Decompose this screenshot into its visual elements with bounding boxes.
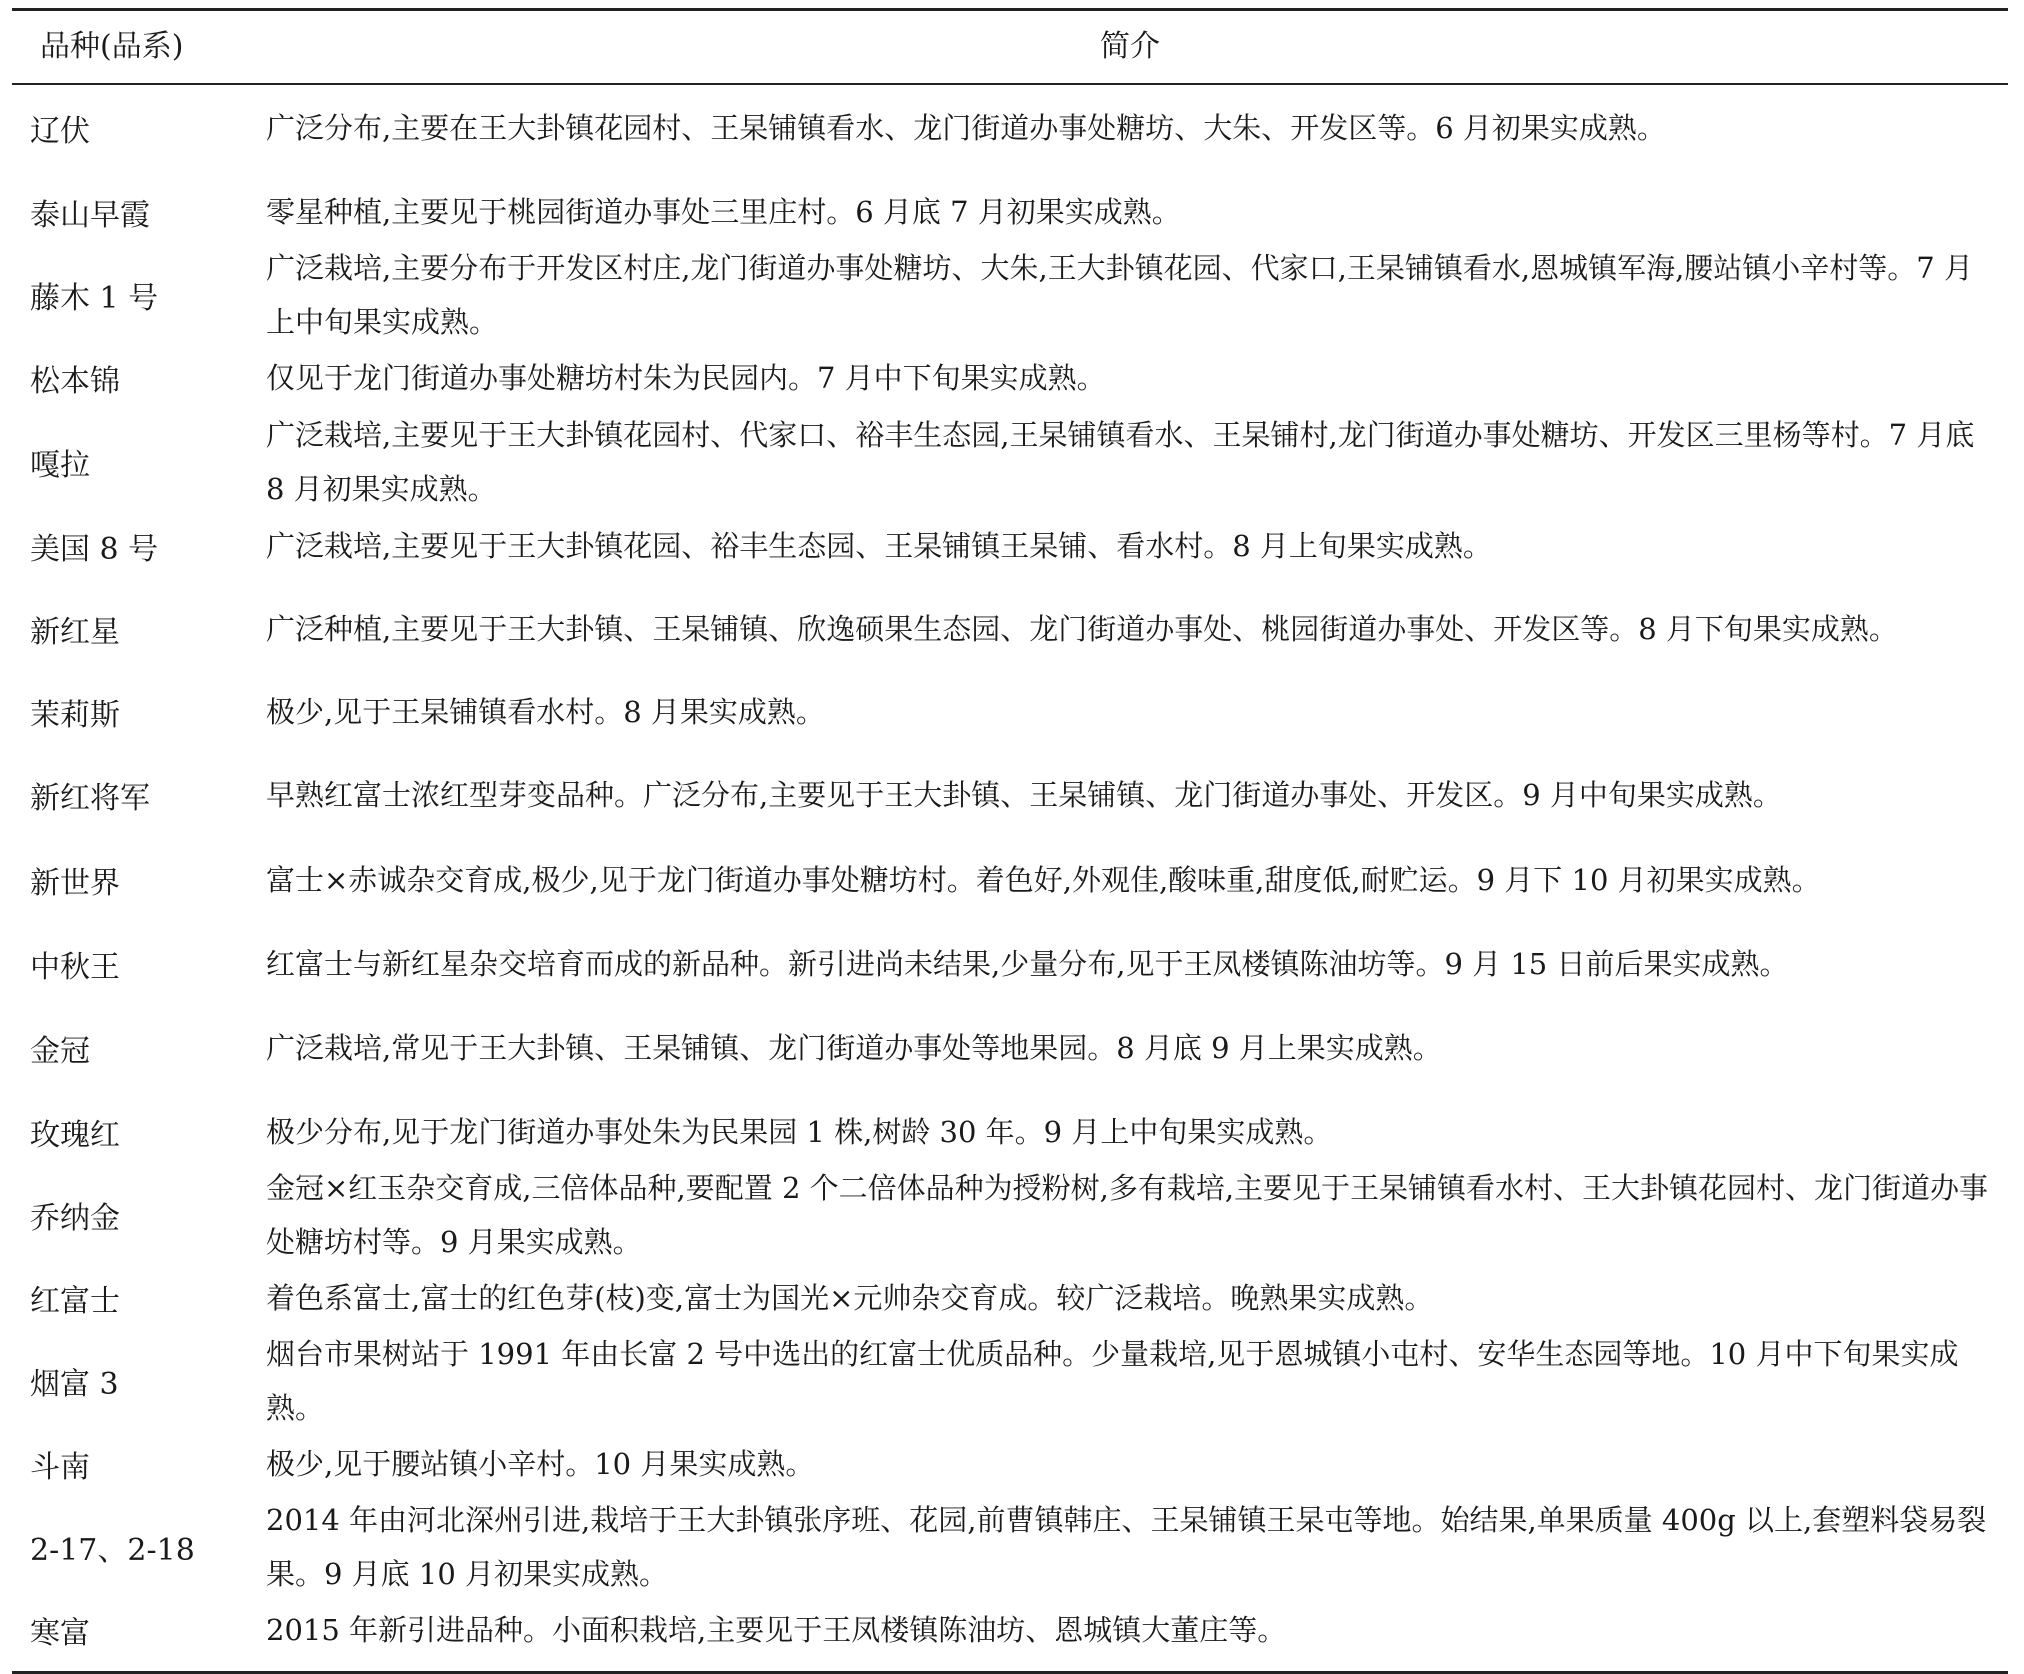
- variety-name: 美国 8 号: [30, 532, 159, 567]
- table-row: [12, 587, 2008, 671]
- table-row: [12, 923, 2008, 1005]
- variety-table: [12, 8, 2008, 1674]
- variety-description: 广泛栽培,常见于王大卦镇、王杲铺镇、龙门街道办事处等地果园。8 月底 9 月上果实成熟。: [266, 1031, 1442, 1065]
- table-row: [12, 1589, 2008, 1671]
- variety-name: 茉莉斯: [30, 698, 120, 733]
- table-body: [12, 85, 2008, 1671]
- variety-description: 早熟红富士浓红型芽变品种。广泛分布,主要见于王大卦镇、王杲铺镇、龙门街道办事处、开发区。9 月中旬果实成熟。: [266, 778, 1782, 812]
- variety-name: 2-17、2-18: [30, 1533, 195, 1568]
- variety-name: 金冠: [30, 1034, 90, 1069]
- header-description: 简介: [1100, 29, 1160, 64]
- variety-description: 着色系富士,富士的红色芽(枝)变,富士为国光×元帅杂交育成。较广泛栽培。晚熟果实成熟。: [266, 1281, 1434, 1315]
- table-header: [12, 11, 2008, 83]
- variety-description: 广泛栽培,主要见于王大卦镇花园、裕丰生态园、王杲铺镇王杲铺、看水村。8 月上旬果实成熟。: [266, 529, 1492, 563]
- variety-name: 斗南: [30, 1450, 90, 1485]
- variety-name: 松本锦: [30, 364, 120, 399]
- variety-description: 金冠×红玉杂交育成,三倍体品种,要配置 2 个二倍体品种为授粉树,多有栽培,主要见于王杲铺镇看水村、王大卦镇花园村、龙门街道办事处糖坊村等。9 月果实成熟。: [266, 1171, 1989, 1259]
- variety-name: 嘎拉: [30, 448, 90, 483]
- variety-name: 新红将军: [30, 781, 150, 816]
- table-row: [12, 1505, 2008, 1589]
- variety-name: 中秋王: [30, 950, 120, 985]
- table-row: [12, 1339, 2008, 1423]
- variety-name: 红富士: [30, 1284, 120, 1319]
- table-row: [12, 85, 2008, 171]
- variety-name: 新红星: [30, 615, 120, 650]
- variety-description: 烟台市果树站于 1991 年由长富 2 号中选出的红富士优质品种。少量栽培,见于恩城镇小屯村、安华生态园等地。10 月中下旬果实成熟。: [266, 1337, 1959, 1425]
- variety-description: 富士×赤诚杂交育成,极少,见于龙门街道办事处糖坊村。着色好,外观佳,酸味重,甜度低,耐贮运。9 月下 10 月初果实成熟。: [266, 863, 1821, 897]
- table-row: [12, 505, 2008, 587]
- variety-name: 新世界: [30, 866, 120, 901]
- table-row: [12, 671, 2008, 753]
- variety-description: 2015 年新引进品种。小面积栽培,主要见于王凤楼镇陈油坊、恩城镇大董庄等。: [266, 1613, 1287, 1647]
- variety-description: 极少分布,见于龙门街道办事处朱为民果园 1 株,树龄 30 年。9 月上中旬果实成熟。: [266, 1115, 1333, 1149]
- variety-description: 广泛栽培,主要分布于开发区村庄,龙门街道办事处糖坊、大朱,王大卦镇花园、代家口,王杲铺镇看水,恩城镇军海,腰站镇小辛村等。7 月上中旬果实成熟。: [266, 251, 1973, 339]
- table-row: [12, 1173, 2008, 1257]
- variety-name: 辽伏: [30, 114, 90, 149]
- table-row: [12, 837, 2008, 923]
- variety-name: 寒富: [30, 1616, 90, 1651]
- table-row: [12, 253, 2008, 337]
- variety-description: 零星种植,主要见于桃园街道办事处三里庄村。6 月底 7 月初果实成熟。: [266, 195, 1181, 229]
- variety-description: 广泛分布,主要在王大卦镇花园村、王杲铺镇看水、龙门街道办事处糖坊、大朱、开发区等。6 月初果实成熟。: [266, 111, 1666, 145]
- variety-name: 乔纳金: [30, 1201, 120, 1236]
- header-variety: 品种(品系): [40, 29, 184, 64]
- table-row: [12, 753, 2008, 837]
- variety-description: 广泛栽培,主要见于王大卦镇花园村、代家口、裕丰生态园,王杲铺镇看水、王杲铺村,龙门街道办事处糖坊、开发区三里杨等村。7 月底 8 月初果实成熟。: [266, 418, 1975, 506]
- variety-description: 2014 年由河北深州引进,栽培于王大卦镇张序班、花园,前曹镇韩庄、王杲铺镇王杲屯等地。始结果,单果质量 400g 以上,套塑料袋易裂果。9 月底 10 月初果实成熟。: [266, 1503, 1987, 1591]
- variety-name: 藤木 1 号: [30, 281, 159, 316]
- variety-description: 仅见于龙门街道办事处糖坊村朱为民园内。7 月中下旬果实成熟。: [266, 361, 1106, 395]
- table-row: [12, 419, 2008, 505]
- variety-name: 烟富 3: [30, 1367, 119, 1402]
- variety-description: 广泛种植,主要见于王大卦镇、王杲铺镇、欣逸硕果生态园、龙门街道办事处、桃园街道办事处、开发区等。8 月下旬果实成熟。: [266, 612, 1898, 646]
- variety-name: 泰山早霞: [30, 198, 150, 233]
- variety-description: 极少,见于腰站镇小辛村。10 月果实成熟。: [266, 1447, 815, 1481]
- variety-name: 玫瑰红: [30, 1118, 120, 1153]
- table-row: [12, 337, 2008, 419]
- variety-description: 极少,见于王杲铺镇看水村。8 月果实成熟。: [266, 695, 825, 729]
- variety-description: 红富士与新红星杂交培育而成的新品种。新引进尚未结果,少量分布,见于王凤楼镇陈油坊等。9 月 15 日前后果实成熟。: [266, 947, 1789, 981]
- table-row: [12, 1005, 2008, 1091]
